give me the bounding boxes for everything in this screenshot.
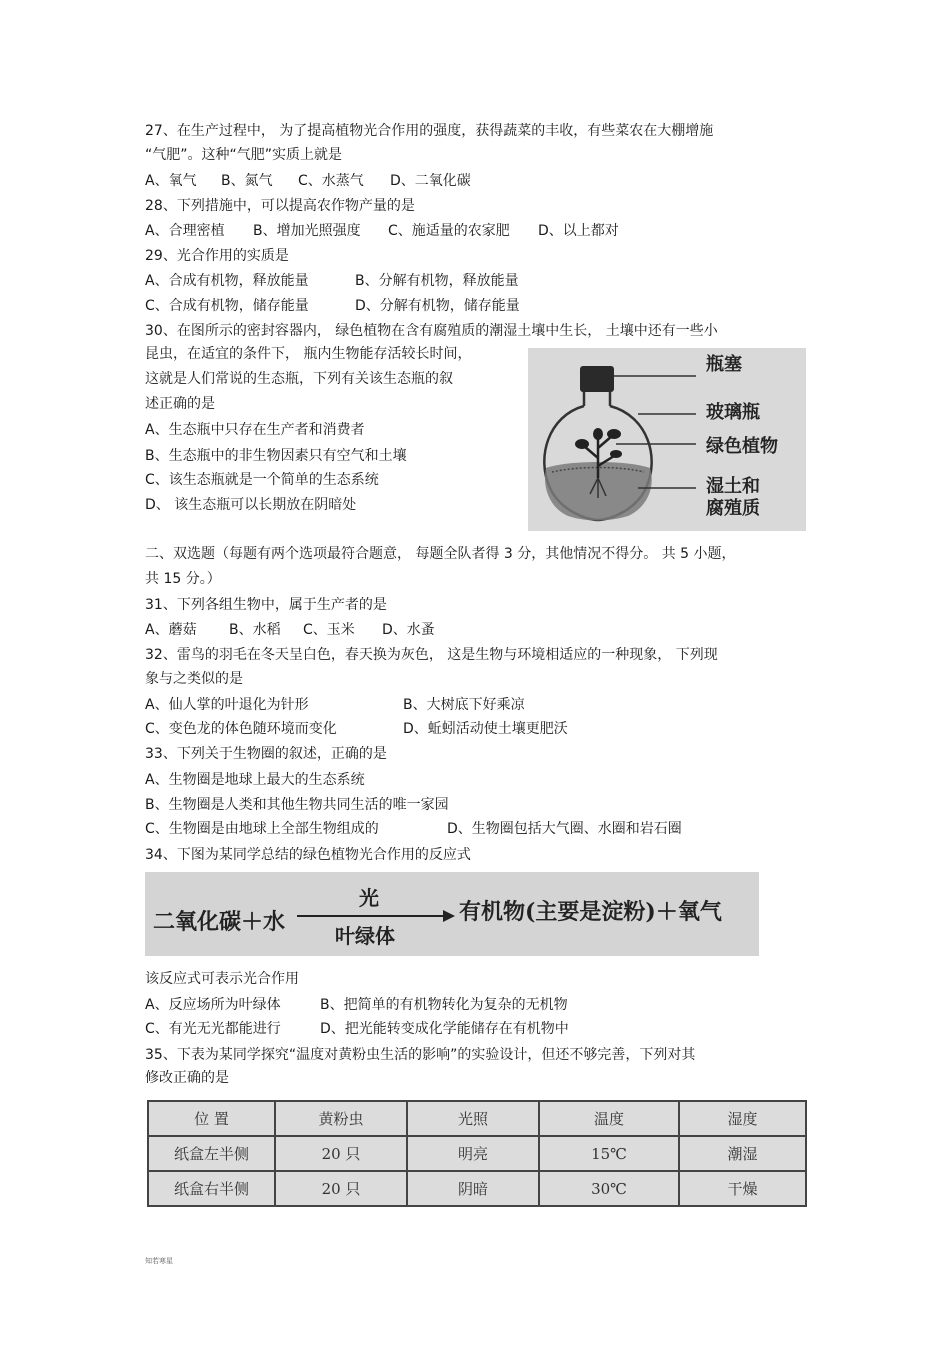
- table-header-cell: 光照: [407, 1101, 539, 1136]
- q27-option-d[interactable]: D、二氧化碳: [390, 173, 471, 189]
- label-stopper: 瓶塞: [706, 354, 742, 375]
- q27-option-a[interactable]: A、氧气: [145, 173, 197, 189]
- q31-option-d[interactable]: D、水蚤: [382, 622, 435, 638]
- table-cell: 30℃: [539, 1171, 679, 1206]
- q30-stem-line4: 述正确的是: [145, 396, 215, 412]
- q30-option-c[interactable]: C、该生态瓶就是一个简单的生态系统: [145, 472, 379, 488]
- q29-option-b[interactable]: B、分解有机物，释放能量: [355, 273, 519, 289]
- equation-reactants: 二氧化碳＋水: [153, 909, 286, 935]
- q29-option-d[interactable]: D、分解有机物，储存能量: [355, 298, 520, 314]
- q33-stem: 33、下列关于生物圈的叙述，正确的是: [145, 746, 387, 762]
- experiment-table: [147, 1100, 807, 1207]
- q33-option-c[interactable]: C、生物圈是由地球上全部生物组成的: [145, 821, 379, 837]
- table-cell: 阴暗: [407, 1171, 539, 1206]
- table-cell: 干燥: [679, 1171, 806, 1206]
- table-cell: 纸盒右半侧: [148, 1171, 275, 1206]
- q33-option-d[interactable]: D、生物圈包括大气圈、水圈和岩石圈: [447, 821, 682, 837]
- ecobottle-figure: [528, 348, 806, 531]
- q34-option-b[interactable]: B、把简单的有机物转化为复杂的无机物: [320, 997, 568, 1013]
- table-cell: 潮湿: [679, 1136, 806, 1171]
- q34-followup: 该反应式可表示光合作用: [145, 971, 299, 987]
- equation-condition-light: 光: [359, 886, 379, 910]
- q27-option-b[interactable]: B、氮气: [221, 173, 273, 189]
- equation-condition-chloroplast: 叶绿体: [335, 924, 395, 948]
- q30-option-a[interactable]: A、生态瓶中只存在生产者和消费者: [145, 422, 365, 438]
- table-header-cell: 位 置: [148, 1101, 275, 1136]
- label-glass-bottle: 玻璃瓶: [706, 402, 760, 423]
- q34-option-d[interactable]: D、把光能转变成化学能储存在有机物中: [320, 1021, 569, 1037]
- q29-stem: 29、光合作用的实质是: [145, 248, 289, 264]
- table-cell: 纸盒左半侧: [148, 1136, 275, 1171]
- q29-option-c[interactable]: C、合成有机物，储存能量: [145, 298, 309, 314]
- label-green-plant: 绿色植物: [706, 436, 778, 457]
- label-humus: 腐殖质: [706, 498, 760, 519]
- q32-stem-line2: 象与之类似的是: [145, 671, 243, 687]
- table-cell: 20 只: [275, 1136, 407, 1171]
- q31-option-a[interactable]: A、蘑菇: [145, 622, 197, 638]
- q28-option-a[interactable]: A、合理密植: [145, 223, 225, 239]
- table-cell: 15℃: [539, 1136, 679, 1171]
- q32-option-b[interactable]: B、大树底下好乘凉: [403, 697, 525, 713]
- table-cell: 20 只: [275, 1171, 407, 1206]
- q30-stem-line3: 这就是人们常说的生态瓶，下列有关该生态瓶的叙: [145, 371, 453, 387]
- stopper-shape: [580, 366, 614, 392]
- table-header-row: [148, 1101, 806, 1136]
- q31-stem: 31、下列各组生物中，属于生产者的是: [145, 597, 387, 613]
- q33-option-a[interactable]: A、生物圈是地球上最大的生态系统: [145, 772, 365, 788]
- q34-option-c[interactable]: C、有光无光都能进行: [145, 1021, 281, 1037]
- q28-option-d[interactable]: D、以上都对: [538, 223, 619, 239]
- q32-option-a[interactable]: A、仙人掌的叶退化为针形: [145, 697, 309, 713]
- q32-option-c[interactable]: C、变色龙的体色随环境而变化: [145, 721, 337, 737]
- q30-option-b[interactable]: B、生态瓶中的非生物因素只有空气和土壤: [145, 448, 407, 464]
- q28-option-b[interactable]: B、增加光照强度: [253, 223, 361, 239]
- q33-option-b[interactable]: B、生物圈是人类和其他生物共同生活的唯一家园: [145, 797, 449, 813]
- q30-option-d[interactable]: D、 该生态瓶可以长期放在阴暗处: [145, 497, 357, 513]
- table-header-cell: 黄粉虫: [275, 1101, 407, 1136]
- photosynthesis-equation: [145, 872, 759, 956]
- table-row: [148, 1136, 806, 1171]
- q31-option-b[interactable]: B、水稻: [229, 622, 281, 638]
- q27-stem-line1: 27、在生产过程中， 为了提高植物光合作用的强度，获得蔬菜的丰收，有些菜农在大棚增施: [145, 123, 714, 139]
- q28-option-c[interactable]: C、施适量的农家肥: [388, 223, 510, 239]
- q34-stem: 34、下图为某同学总结的绿色植物光合作用的反应式: [145, 847, 471, 863]
- table-cell: 明亮: [407, 1136, 539, 1171]
- equation-products: 有机物(主要是淀粉)＋氧气: [459, 899, 722, 925]
- q30-stem-line1: 30、在图所示的密封容器内， 绿色植物在含有腐殖质的潮湿土壤中生长， 土壤中还有一些小: [145, 323, 718, 339]
- q29-option-a[interactable]: A、合成有机物，释放能量: [145, 273, 309, 289]
- q28-stem: 28、下列措施中，可以提高农作物产量的是: [145, 198, 415, 214]
- label-wet-soil: 湿土和: [706, 476, 760, 497]
- q32-stem-line1: 32、雷鸟的羽毛在冬天呈白色，春天换为灰色， 这是生物与环境相适应的一种现象， 下列现: [145, 647, 718, 663]
- table-header-cell: 湿度: [679, 1101, 806, 1136]
- q35-stem-line1: 35、下表为某同学探究“温度对黄粉虫生活的影响”的实验设计，但还不够完善，下列对其: [145, 1047, 696, 1063]
- q30-stem-line2: 昆虫，在适宜的条件下， 瓶内生物能存活较长时间，: [145, 346, 472, 362]
- table-header-cell: 温度: [539, 1101, 679, 1136]
- q27-stem-line2: “气肥”。这种“气肥”实质上就是: [145, 147, 343, 163]
- page-footer: 知若寒星: [145, 1257, 173, 1265]
- q35-stem-line2: 修改正确的是: [145, 1070, 229, 1086]
- q27-option-c[interactable]: C、水蒸气: [298, 173, 364, 189]
- section2-heading-line1: 二、双选题（每题有两个选项最符合题意， 每题全队者得 3 分，其他情况不得分。 共 5 小题，: [145, 546, 736, 562]
- q32-option-d[interactable]: D、蚯蚓活动使土壤更肥沃: [403, 721, 568, 737]
- q31-option-c[interactable]: C、玉米: [303, 622, 355, 638]
- q34-option-a[interactable]: A、反应场所为叶绿体: [145, 997, 281, 1013]
- table-row: [148, 1171, 806, 1206]
- section2-heading-line2: 共 15 分。）: [145, 571, 221, 587]
